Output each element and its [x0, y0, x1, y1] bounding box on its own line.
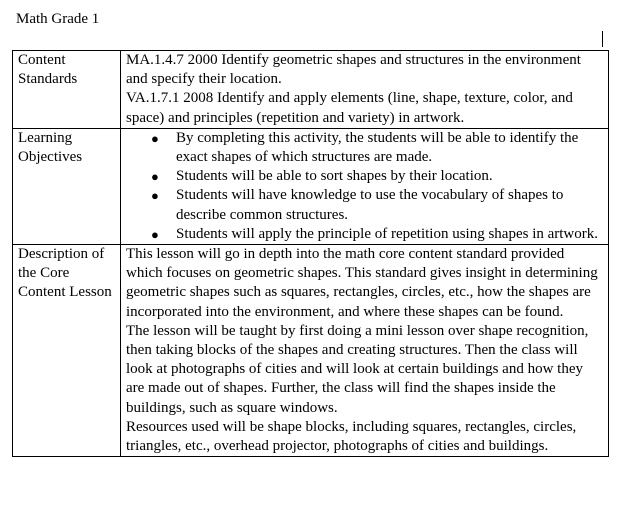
text-cursor	[602, 31, 603, 47]
list-item	[126, 225, 604, 244]
row-label-cell	[13, 128, 121, 244]
bullet-icon: ●	[151, 169, 159, 185]
objective-text: Students will apply the principle of repetition using shapes in artwork.	[176, 225, 599, 242]
standard-line: VA.1.7.1 2008 Identify and apply elements (line, shape, texture, color, and space) and principles (repetition and variety) in artwork.	[126, 90, 573, 126]
objective-text: Students will be able to sort shapes by their location.	[176, 168, 493, 185]
description-paragraph: Resources used will be shape blocks, including squares, rectangles, circles, triangles, etc., overhead projector, photographs of cities and buildings.	[126, 418, 577, 455]
content-standards-cell	[121, 51, 609, 129]
bullet-icon: ●	[151, 130, 159, 146]
list-item	[126, 167, 604, 186]
row-label: Description of the Core Content Lesson	[18, 246, 112, 301]
list-item	[126, 129, 604, 167]
bullet-icon: ●	[151, 226, 159, 242]
bullet-icon: ●	[151, 188, 159, 204]
objective-text: By completing this activity, the students will be able to identify the exact shapes of which structures are made.	[176, 129, 579, 166]
standard-line: MA.1.4.7 2000 Identify geometric shapes and structures in the environment and specify their location.	[126, 52, 581, 88]
row-label: Content Standards	[18, 52, 78, 88]
description-cell	[121, 245, 609, 457]
objective-text: Students will have knowledge to use the vocabulary of shapes to describe common structures.	[176, 187, 564, 223]
row-label: Learning Objectives	[18, 129, 83, 166]
description-paragraph: This lesson will go in depth into the math core content standard provided which focuses on geometric shapes. This standard gives insight in determining geometric shapes such as squares, rectangles, circles, etc., how the shapes are incorporated into the environment, and where these shapes can be found.	[126, 246, 598, 320]
content-standards-row	[13, 51, 609, 129]
row-label-cell	[13, 51, 121, 129]
description-row	[13, 245, 609, 457]
list-item	[126, 186, 604, 224]
learning-objectives-cell	[121, 128, 609, 244]
description-paragraph: The lesson will be taught by first doing a mini lesson over shape recognition, then taking blocks of the shapes and creating structures. Then the class will look at photographs of cities and will look at certain buildings and how they are made out of shapes. Further, the class will find the shapes inside the buildings, such as square windows.	[126, 322, 589, 416]
objectives-list	[126, 129, 604, 244]
learning-objectives-row	[13, 128, 609, 244]
lesson-plan-table	[12, 50, 609, 457]
page-title: Math Grade 1	[16, 11, 100, 27]
row-label-cell	[13, 245, 121, 457]
